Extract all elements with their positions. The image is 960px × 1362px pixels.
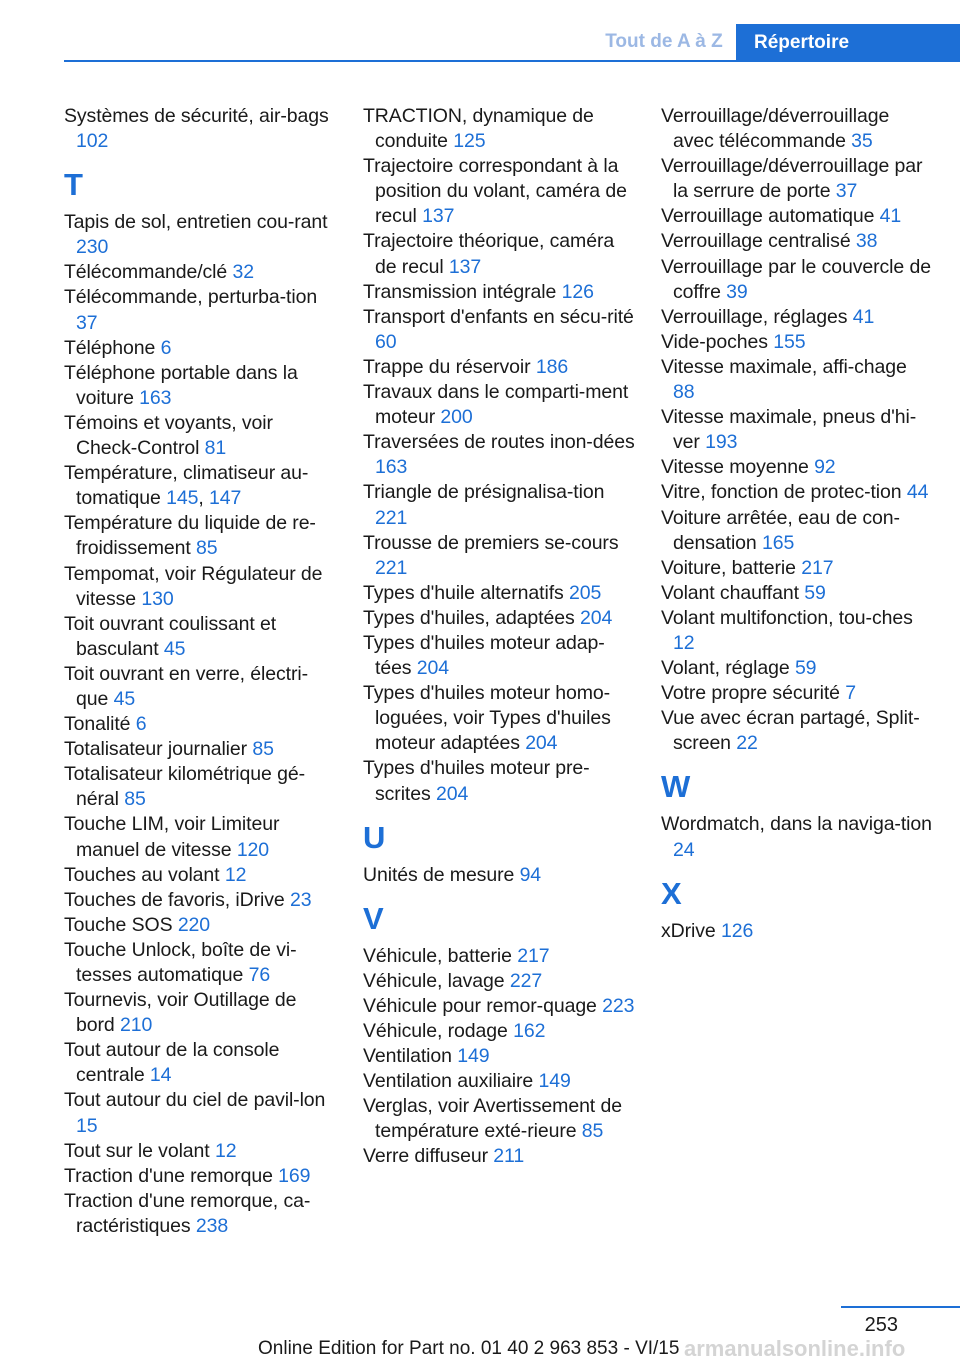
index-entry [363, 863, 635, 888]
index-entry [363, 1069, 635, 1094]
edition-note: Online Edition for Part no. 01 40 2 963 853 - VI/15 [258, 1338, 680, 1359]
entry-term: Téléphone portable dans la voiture [64, 361, 298, 409]
page-link[interactable]: 163 [375, 456, 408, 479]
page-link[interactable]: 130 [141, 587, 174, 610]
index-entry [64, 938, 336, 988]
index-entry [661, 104, 933, 154]
entry-term: Verrouillage, réglages [661, 305, 848, 328]
page-link[interactable]: 76 [248, 964, 271, 986]
entry-term: Véhicule, batterie [363, 944, 512, 967]
page-link[interactable]: 186 [535, 355, 569, 378]
index-entry [363, 229, 635, 279]
entry-term: Traversées de routes inon-dées [363, 431, 635, 454]
page-link[interactable]: 35 [851, 130, 873, 153]
page-link[interactable]: 217 [801, 556, 834, 579]
section-tab[interactable]: Tout de A à Z [605, 31, 723, 52]
page-link[interactable]: 85 [581, 1120, 604, 1143]
index-entry [661, 229, 933, 254]
index-entry [363, 280, 635, 305]
index-entry [363, 681, 635, 756]
footer-divider [841, 1306, 960, 1308]
page-link[interactable]: 126 [561, 280, 594, 303]
entry-term: Vitesse maximale, pneus d'hi-ver [661, 406, 917, 454]
entry-term: Température du liquide de re-froidissement [64, 512, 316, 560]
page-link[interactable]: 102 [76, 130, 109, 153]
entry-term: Verrouillage/déverrouillage par la serrure de porte [661, 155, 923, 203]
index-entry [363, 154, 635, 229]
index-entry [64, 863, 336, 888]
page-link[interactable]: 147 [208, 487, 242, 510]
entry-term: Verrouillage/déverrouillage avec télécommande [661, 105, 890, 153]
entry-term: Touche LIM, voir Limiteur manuel de vitesse [64, 813, 280, 861]
entry-term: Systèmes de sécurité, air-bags [64, 105, 329, 127]
entry-term: Témoins et voyants, voir Check-Control [64, 411, 273, 460]
entry-term: Tournevis, voir Outillage de bord [64, 989, 297, 1037]
index-entry [661, 455, 933, 480]
page-link[interactable]: 163 [139, 386, 172, 409]
page-link[interactable]: 15 [76, 1114, 98, 1137]
entry-term: Toit ouvrant en verre, électri-que [64, 662, 309, 710]
page-link[interactable]: 217 [517, 944, 550, 967]
page-link[interactable]: 137 [448, 255, 482, 278]
index-entry [64, 762, 336, 812]
index-entry [661, 581, 933, 606]
index-entry [661, 255, 933, 305]
entry-term: Toit ouvrant coulissant et basculant [64, 612, 277, 660]
page-link[interactable]: 37 [76, 311, 98, 334]
entry-term: Touche Unlock, boîte de vi-tesses automatique [64, 938, 297, 986]
entry-term: Téléphone [64, 336, 156, 359]
page-link[interactable]: 211 [493, 1145, 525, 1168]
page-link[interactable]: 204 [416, 657, 450, 680]
index-entry [661, 919, 933, 944]
page-link[interactable]: 85 [196, 537, 218, 560]
page-link[interactable]: 85 [124, 788, 146, 811]
page-link[interactable]: 14 [149, 1064, 172, 1087]
entry-term: Voiture, batterie [661, 556, 796, 579]
index-entry [363, 581, 635, 606]
page-link[interactable]: 149 [457, 1045, 490, 1068]
page-link[interactable]: 169 [278, 1164, 311, 1187]
page-link[interactable]: 193 [705, 431, 738, 454]
index-entry [363, 305, 635, 355]
index-entry [64, 812, 336, 862]
page-link[interactable]: 204 [525, 732, 558, 755]
index-entry [64, 888, 336, 913]
index-column-3 [661, 104, 933, 944]
index-entry [64, 1164, 336, 1189]
index-entry [64, 104, 336, 154]
entry-term: TRACTION, dynamique de conduite [363, 105, 594, 153]
index-entry [661, 681, 933, 706]
page-link[interactable]: 12 [673, 631, 695, 654]
entry-term: Types d'huiles moteur pre-scrites [363, 757, 590, 805]
index-entry [661, 606, 933, 656]
page-header [0, 0, 960, 64]
page-link[interactable]: 204 [435, 782, 469, 805]
entry-term: Vitre, fonction de protec-tion [661, 481, 902, 504]
index-letter: W [661, 769, 691, 805]
index-entry [363, 430, 635, 480]
index-entry [64, 1139, 336, 1164]
index-entry [661, 506, 933, 556]
entry-term: Verrouillage automatique [661, 205, 875, 228]
page-link[interactable]: 145 [166, 487, 199, 510]
page-link[interactable]: 6 [160, 336, 172, 359]
watermark: armanualsonline.info [684, 1336, 906, 1361]
entry-term: Types d'huile alternatifs [363, 581, 564, 604]
index-entry [64, 1088, 336, 1138]
entry-term: Touches de favoris, iDrive [64, 888, 285, 911]
entry-term: Ventilation [363, 1045, 452, 1068]
index-entry [363, 631, 635, 681]
index-entry [661, 204, 933, 229]
index-entry [64, 511, 336, 561]
index-entry [64, 336, 336, 361]
page-link[interactable]: 238 [195, 1214, 229, 1237]
page-link[interactable]: 38 [855, 230, 878, 253]
index-entry [661, 556, 933, 581]
page-link[interactable]: 210 [119, 1014, 153, 1037]
entry-term: Tout autour du ciel de pavil-lon [64, 1089, 326, 1112]
entry-term: Vitesse maximale, affi-chage [661, 355, 907, 378]
index-entry [363, 969, 635, 994]
page-link[interactable]: 165 [762, 531, 795, 554]
page-link[interactable]: 23 [290, 888, 312, 911]
index-letter: V [363, 900, 384, 936]
index-entry [661, 355, 933, 405]
page-link[interactable]: 24 [673, 838, 695, 861]
index-entry [363, 1044, 635, 1069]
page-link[interactable]: 45 [163, 637, 186, 660]
index-entry [64, 260, 336, 285]
index-entry [661, 405, 933, 455]
page-link[interactable]: 125 [453, 130, 486, 153]
entry-term: Voiture arrêtée, eau de con-densation [661, 506, 900, 554]
entry-term: Travaux dans le comparti-ment moteur [363, 381, 629, 429]
page-number: 253 [864, 1314, 898, 1336]
entry-term: Trappe du réservoir [363, 355, 531, 378]
index-entry [661, 330, 933, 355]
entry-term: xDrive [661, 919, 716, 942]
entry-term: Verrouillage par le couvercle de coffre [661, 255, 931, 303]
entry-term: Tout autour de la console centrale [64, 1039, 280, 1087]
entry-term: Verre diffuseur [363, 1145, 488, 1168]
entry-term: Verrouillage centralisé [661, 230, 851, 253]
page-link[interactable]: 22 [736, 732, 758, 755]
page-link[interactable]: 37 [835, 180, 858, 203]
entry-term: Totalisateur journalier [64, 738, 248, 761]
index-entry [64, 562, 336, 612]
page-link[interactable]: 94 [519, 863, 542, 886]
page-link[interactable]: 221 [375, 556, 408, 579]
index-entry [363, 1019, 635, 1044]
entry-term: Trousse de premiers se-cours [363, 531, 619, 554]
index-entry: Température, climatiseur au-tomatique 145, 147 [64, 462, 309, 510]
index-entry [64, 913, 336, 938]
entry-term: Température, climatiseur au-tomatique [64, 462, 309, 510]
entry-term: Transport d'enfants en sécu-rité [363, 305, 634, 328]
index-entry [363, 480, 635, 530]
entry-term: Types d'huiles moteur homo-loguées, voir Types d'huiles moteur adaptées [363, 682, 611, 755]
page-link[interactable]: 155 [773, 330, 806, 353]
index-entry [661, 656, 933, 681]
index-entry [661, 305, 933, 330]
page-link[interactable]: 200 [440, 406, 473, 429]
page-link[interactable]: 60 [375, 330, 397, 353]
index-entry [64, 612, 336, 662]
index-entry [64, 1038, 336, 1088]
entry-term: Volant multifonction, tou-ches [661, 606, 913, 629]
index-entry [363, 355, 635, 380]
index-entry [661, 706, 933, 756]
entry-term: Tempomat, voir Régulateur de vitesse [64, 562, 323, 610]
index-entry [363, 104, 635, 154]
entry-term: Vide-poches [661, 330, 768, 353]
page-link[interactable]: 85 [252, 738, 274, 761]
page-link[interactable]: 59 [804, 581, 826, 604]
page-link[interactable]: 221 [375, 506, 408, 529]
page-link[interactable]: 59 [794, 657, 817, 680]
index-entry [64, 285, 336, 335]
page-link[interactable]: 44 [906, 481, 929, 504]
page-link[interactable]: 12 [214, 1139, 237, 1162]
index-entry [64, 737, 336, 762]
page-link[interactable]: 92 [814, 456, 836, 479]
entry-term: Verglas, voir Avertissement de température exté-rieure [363, 1095, 622, 1143]
index-entry [661, 812, 933, 862]
entry-term: Types d'huiles moteur adap-tées [363, 631, 605, 680]
page-link[interactable]: 220 [177, 913, 211, 936]
entry-term: Tout sur le volant [64, 1139, 210, 1162]
index-entry [64, 988, 336, 1038]
page-link[interactable]: 6 [135, 713, 147, 736]
index-entry [363, 531, 635, 581]
page-link[interactable]: 81 [204, 437, 227, 460]
entry-term: Trajectoire théorique, caméra de recul [363, 230, 615, 278]
active-tab-repertoire[interactable]: Répertoire [736, 24, 960, 62]
index-letter: U [363, 819, 386, 855]
entry-term: Triangle de présignalisa-tion [363, 481, 605, 504]
index-entry [363, 756, 635, 806]
entry-term: Totalisateur kilométrique gé-néral [64, 763, 305, 811]
entry-term: Volant chauffant [661, 581, 799, 604]
page-link[interactable]: 223 [602, 994, 635, 1017]
page-link[interactable]: 7 [845, 682, 856, 705]
index-column-2 [363, 104, 635, 1170]
page-link[interactable]: 39 [726, 280, 748, 303]
index-entry [64, 210, 336, 260]
page-link[interactable]: 205 [569, 581, 602, 604]
entry-term: Wordmatch, dans la naviga-tion [661, 813, 932, 836]
index-column-1 [64, 104, 336, 1239]
page-link[interactable]: 149 [538, 1070, 571, 1093]
page-link[interactable]: 45 [113, 687, 136, 710]
page-link[interactable]: 230 [76, 236, 109, 259]
entry-term: Traction d'une remorque [64, 1164, 273, 1187]
index-entry [661, 480, 933, 505]
page-link[interactable]: 12 [224, 863, 247, 886]
page-link[interactable]: 227 [509, 969, 543, 992]
entry-term: Touches au volant [64, 863, 220, 886]
page-link[interactable]: 126 [720, 919, 754, 942]
index-entry [64, 662, 336, 712]
page-link[interactable]: 120 [236, 838, 270, 861]
header-divider [64, 60, 960, 62]
entry-term: Vue avec écran partagé, Split-screen [661, 707, 920, 755]
index-entry [363, 606, 635, 631]
entry-term: Véhicule, rodage [363, 1020, 508, 1042]
entry-term: Volant, réglage [661, 657, 790, 680]
index-entry [363, 1144, 635, 1169]
page-link[interactable]: 137 [422, 205, 455, 228]
entry-term: Touche SOS [64, 913, 173, 936]
index-entry [64, 361, 336, 411]
index-letter: X [661, 875, 682, 911]
index-entry [363, 380, 635, 430]
entry-term: Ventilation auxiliaire [363, 1070, 534, 1093]
entry-term: Votre propre sécurité [661, 682, 840, 705]
entry-term: Véhicule pour remor-quage [363, 994, 597, 1017]
entry-term: Télécommande, perturba-tion [64, 286, 318, 309]
page-link[interactable]: 41 [852, 305, 875, 328]
entry-term: Véhicule, lavage [363, 969, 505, 992]
index-letter: T [64, 167, 83, 203]
index-entry [64, 1189, 336, 1239]
entry-term: Tonalité [64, 713, 131, 736]
page-link[interactable]: 32 [232, 261, 254, 284]
entry-term: Télécommande/clé [64, 261, 228, 284]
page-link[interactable]: 41 [879, 205, 902, 228]
page-link[interactable]: 204 [579, 606, 613, 629]
entry-term: Trajectoire correspondant à la position du volant, caméra de recul [363, 155, 627, 228]
page-link[interactable]: 162 [513, 1020, 546, 1042]
entry-term: Types d'huiles, adaptées [363, 606, 575, 629]
entry-term: Transmission intégrale [363, 280, 557, 303]
index-entry [661, 154, 933, 204]
page-link[interactable]: 88 [673, 381, 695, 404]
index-entry [363, 944, 635, 969]
entry-term: Tapis de sol, entretien cou-rant [64, 211, 328, 234]
index-entry [363, 1094, 635, 1144]
index-entry [64, 712, 336, 737]
index-entry [64, 411, 336, 461]
index-entry [363, 994, 635, 1019]
entry-term: Vitesse moyenne [661, 456, 809, 479]
entry-term: Unités de mesure [363, 863, 515, 886]
entry-term: Traction d'une remorque, ca-ractéristiques [64, 1189, 311, 1237]
